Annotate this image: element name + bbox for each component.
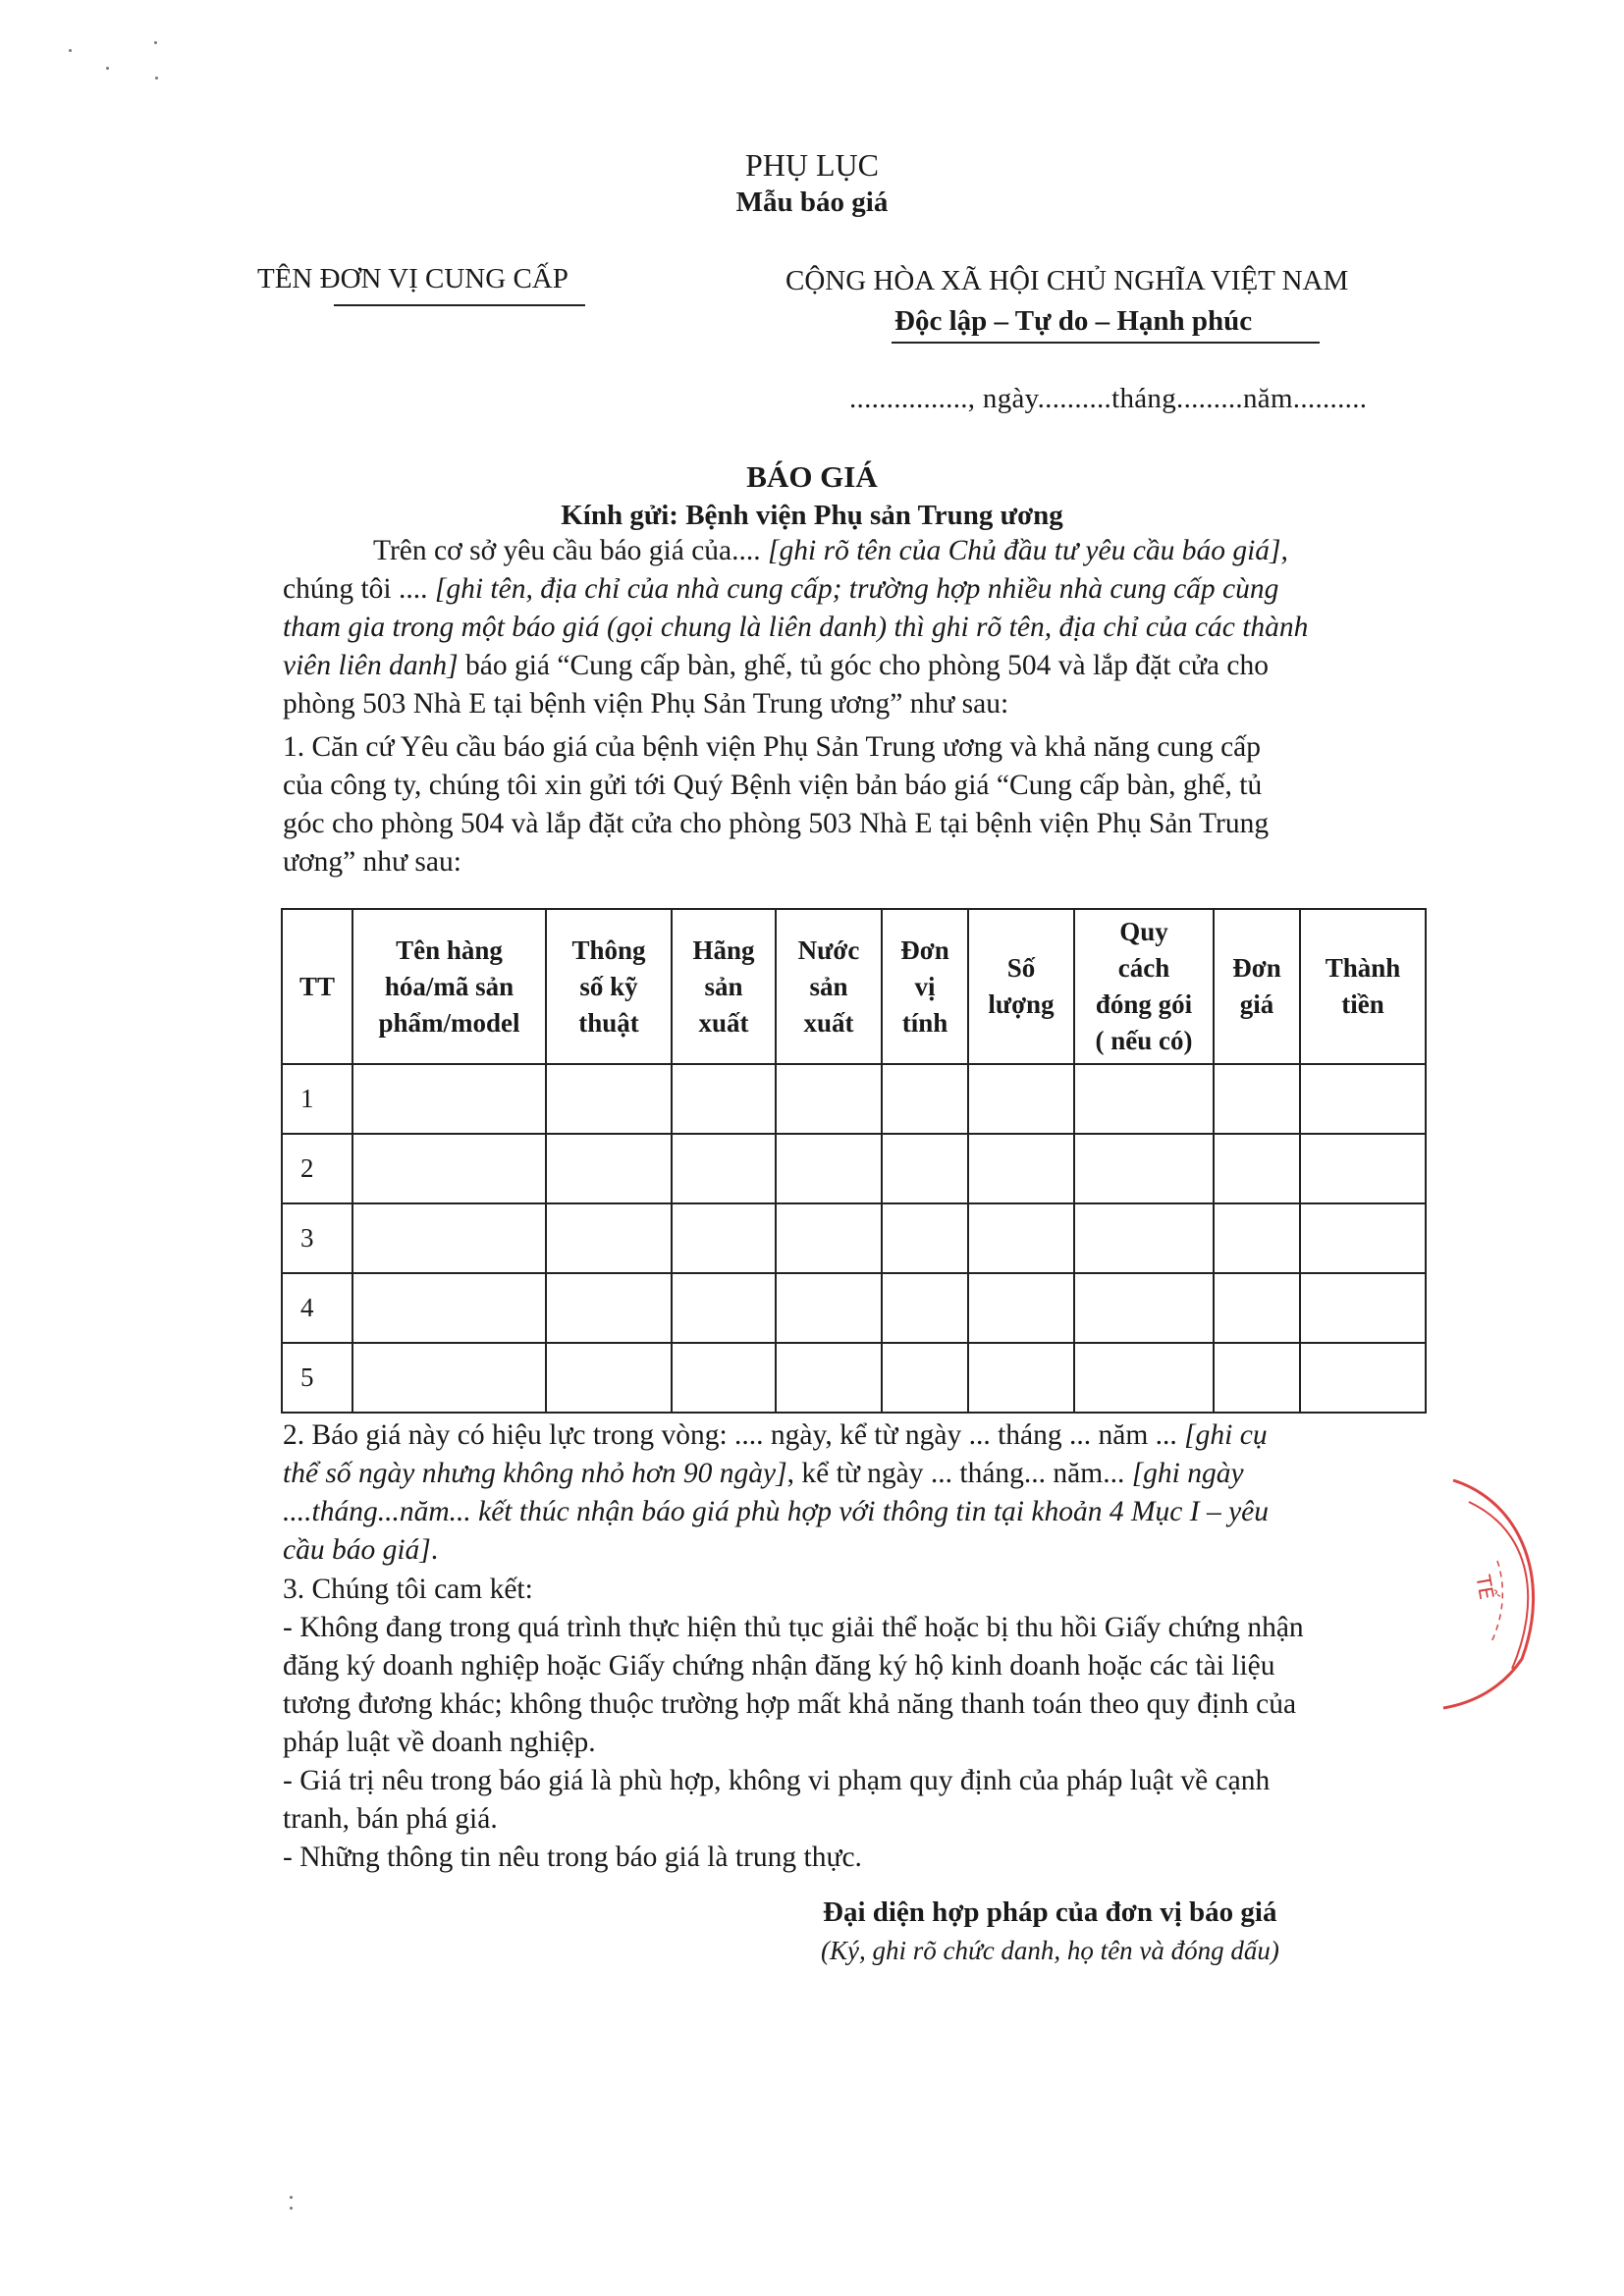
table-row xyxy=(282,1134,1426,1203)
supplier-name: TÊN ĐƠN VỊ CUNG CẤP xyxy=(257,263,568,294)
cell[interactable] xyxy=(1214,1064,1300,1134)
cell[interactable] xyxy=(546,1273,672,1343)
intro-line: phòng 503 Nhà E tại bệnh viện Phụ Sản Trung ương” như sau: xyxy=(283,688,1009,720)
section-2-italic: thể số ngày nhưng không nhỏ hơn 90 ngày] xyxy=(283,1458,787,1489)
intro-text: báo giá “Cung cấp bàn, ghế, tủ góc cho phòng 504 và lắp đặt cửa cho xyxy=(458,650,1269,681)
intro-line xyxy=(283,570,1427,609)
cell[interactable] xyxy=(776,1343,882,1413)
commitment-line: tương đương khác; không thuộc trường hợp mất khả năng thanh toán theo quy định của xyxy=(283,1688,1297,1720)
cell[interactable] xyxy=(882,1203,968,1273)
cell[interactable] xyxy=(968,1064,1074,1134)
cell[interactable] xyxy=(1074,1203,1214,1273)
col-header-product: Tên hàng hóa/mã sản phẩm/model xyxy=(352,909,546,1064)
col-header-brand: Hãng sản xuất xyxy=(672,909,776,1064)
cell[interactable] xyxy=(672,1064,776,1134)
cell[interactable] xyxy=(1300,1343,1426,1413)
scan-speck xyxy=(290,2207,293,2210)
cell[interactable] xyxy=(776,1273,882,1343)
row-number: 3 xyxy=(282,1203,352,1273)
table-row xyxy=(282,1273,1426,1343)
intro-line xyxy=(283,647,1427,685)
signature-note: (Ký, ghi rõ chức danh, họ tên và đóng dấu) xyxy=(821,1936,1279,1965)
cell[interactable] xyxy=(968,1134,1074,1203)
appendix-title: PHỤ LỤC xyxy=(744,147,879,183)
intro-text: Trên cơ sở yêu cầu báo giá của.... xyxy=(373,535,761,566)
appendix-subtitle: Mẫu báo giá xyxy=(735,187,889,218)
table-row xyxy=(282,1064,1426,1134)
cell[interactable] xyxy=(352,1064,546,1134)
row-number: 4 xyxy=(282,1273,352,1343)
col-header-packaging: Quy cách đóng gói ( nếu có) xyxy=(1074,909,1214,1064)
table-header-row xyxy=(282,909,1426,1064)
intro-line xyxy=(283,532,1427,570)
cell[interactable] xyxy=(352,1343,546,1413)
date-line: ................, ngày..........tháng.........năm.......... xyxy=(849,383,1368,414)
cell[interactable] xyxy=(882,1064,968,1134)
cell[interactable] xyxy=(1214,1203,1300,1273)
section-2-italic: [ghi ngày xyxy=(1124,1458,1244,1489)
scan-speck xyxy=(106,67,109,70)
cell[interactable] xyxy=(776,1064,882,1134)
section-2-line xyxy=(283,1416,1427,1455)
cell[interactable] xyxy=(776,1134,882,1203)
cell[interactable] xyxy=(882,1273,968,1343)
cell[interactable] xyxy=(1300,1064,1426,1134)
supplier-underline xyxy=(334,304,585,306)
table-row xyxy=(282,1203,1426,1273)
intro-italic: [ghi rõ tên của Chủ đầu tư yêu cầu báo giá], xyxy=(760,535,1288,566)
col-header-tt: TT xyxy=(282,909,352,1064)
intro-paragraph xyxy=(283,532,1427,723)
cell[interactable] xyxy=(546,1203,672,1273)
col-header-country: Nước sản xuất xyxy=(776,909,882,1064)
section-2-italic: cầu báo giá] xyxy=(283,1534,431,1566)
national-motto: Độc lập – Tự do – Hạnh phúc xyxy=(894,305,1253,337)
section-2 xyxy=(283,1416,1427,1570)
cell[interactable] xyxy=(968,1343,1074,1413)
cell[interactable] xyxy=(1074,1134,1214,1203)
cell[interactable] xyxy=(546,1134,672,1203)
section-2-text: , kể từ ngày ... tháng... năm... xyxy=(786,1458,1125,1489)
cell[interactable] xyxy=(1300,1134,1426,1203)
scan-speck xyxy=(155,77,158,80)
stamp-icon xyxy=(1414,1463,1624,1718)
table-row xyxy=(282,1343,1426,1413)
section-2-line xyxy=(283,1455,1427,1493)
quote-table xyxy=(281,908,1427,1414)
section-2-italic: [ghi cụ xyxy=(1176,1419,1268,1451)
row-number: 2 xyxy=(282,1134,352,1203)
cell[interactable] xyxy=(1214,1134,1300,1203)
commitment-line: đăng ký doanh nghiệp hoặc Giấy chứng nhận đăng ký hộ kinh doanh hoặc các tài liệu xyxy=(283,1650,1275,1682)
cell[interactable] xyxy=(546,1343,672,1413)
scan-speck xyxy=(290,2196,293,2199)
intro-italic: [ghi tên, địa chỉ của nhà cung cấp; trường hợp nhiều nhà cung cấp cùng xyxy=(427,573,1279,605)
recipient-line: Kính gửi: Bệnh viện Phụ sản Trung ương xyxy=(561,500,1063,531)
cell[interactable] xyxy=(352,1203,546,1273)
section-1 xyxy=(283,728,1427,881)
section-3 xyxy=(283,1571,1427,1877)
cell[interactable] xyxy=(672,1203,776,1273)
section-1-line: 1. Căn cứ Yêu cầu báo giá của bệnh viện Phụ Sản Trung ương và khả năng cung cấp xyxy=(283,731,1261,763)
cell[interactable] xyxy=(1214,1343,1300,1413)
cell[interactable] xyxy=(1074,1064,1214,1134)
cell[interactable] xyxy=(882,1134,968,1203)
cell[interactable] xyxy=(546,1064,672,1134)
commitment-line: - Những thông tin nêu trong báo giá là trung thực. xyxy=(283,1842,862,1873)
col-header-quantity: Số lượng xyxy=(968,909,1074,1064)
cell[interactable] xyxy=(1300,1273,1426,1343)
commitment-line: - Giá trị nêu trong báo giá là phù hợp, không vi phạm quy định của pháp luật về cạnh xyxy=(283,1765,1271,1796)
country-name: CỘNG HÒA XÃ HỘI CHỦ NGHĨA VIỆT NAM xyxy=(785,265,1349,296)
cell[interactable] xyxy=(776,1203,882,1273)
col-header-unit: Đơn vị tính xyxy=(882,909,968,1064)
cell[interactable] xyxy=(1300,1203,1426,1273)
section-1-line: ương” như sau: xyxy=(283,846,461,878)
commitment-line: - Không đang trong quá trình thực hiện thủ tục giải thể hoặc bị thu hồi Giấy chứng nhận xyxy=(283,1612,1304,1643)
motto-underline xyxy=(892,342,1320,344)
cell[interactable] xyxy=(672,1343,776,1413)
cell[interactable] xyxy=(352,1134,546,1203)
cell[interactable] xyxy=(882,1343,968,1413)
cell[interactable] xyxy=(968,1203,1074,1273)
intro-line: tham gia trong một báo giá (gọi chung là liên danh) thì ghi rõ tên, địa chỉ của các thành xyxy=(283,612,1309,643)
cell[interactable] xyxy=(352,1273,546,1343)
signature-title: Đại diện hợp pháp của đơn vị báo giá xyxy=(823,1896,1277,1928)
cell[interactable] xyxy=(672,1273,776,1343)
row-number: 5 xyxy=(282,1343,352,1413)
cell[interactable] xyxy=(968,1273,1074,1343)
section-2-line xyxy=(283,1531,1427,1570)
row-number: 1 xyxy=(282,1064,352,1134)
cell[interactable] xyxy=(1214,1273,1300,1343)
stamp-text: TẾ xyxy=(1471,1573,1499,1602)
section-1-line: của công ty, chúng tôi xin gửi tới Quý Bệnh viện bản báo giá “Cung cấp bàn, ghế, tủ xyxy=(283,770,1263,801)
cell[interactable] xyxy=(672,1134,776,1203)
intro-italic: viên liên danh] xyxy=(283,650,459,681)
section-2-text: . xyxy=(430,1534,439,1566)
col-header-spec: Thông số kỹ thuật xyxy=(546,909,672,1064)
section-2-text: 2. Báo giá này có hiệu lực trong vòng: .... ngày, kể từ ngày ... tháng ... năm ... xyxy=(283,1419,1177,1451)
cell[interactable] xyxy=(1074,1343,1214,1413)
commitment-line: tranh, bán phá giá. xyxy=(283,1803,498,1835)
intro-text: chúng tôi .... xyxy=(283,573,428,605)
scan-speck xyxy=(154,41,157,44)
col-header-total: Thành tiền xyxy=(1300,909,1426,1064)
col-header-unit-price: Đơn giá xyxy=(1214,909,1300,1064)
section-1-line: góc cho phòng 504 và lắp đặt cửa cho phòng 503 Nhà E tại bệnh viện Phụ Sản Trung xyxy=(283,808,1270,839)
cell[interactable] xyxy=(1074,1273,1214,1343)
section-2-line: ....tháng...năm... kết thúc nhận báo giá phù hợp với thông tin tại khoản 4 Mục I – yêu xyxy=(283,1496,1270,1527)
section-3-title: 3. Chúng tôi cam kết: xyxy=(283,1574,533,1605)
quote-title: BÁO GIÁ xyxy=(746,459,878,494)
scan-speck xyxy=(69,49,72,52)
commitment-line: pháp luật về doanh nghiệp. xyxy=(283,1727,596,1758)
